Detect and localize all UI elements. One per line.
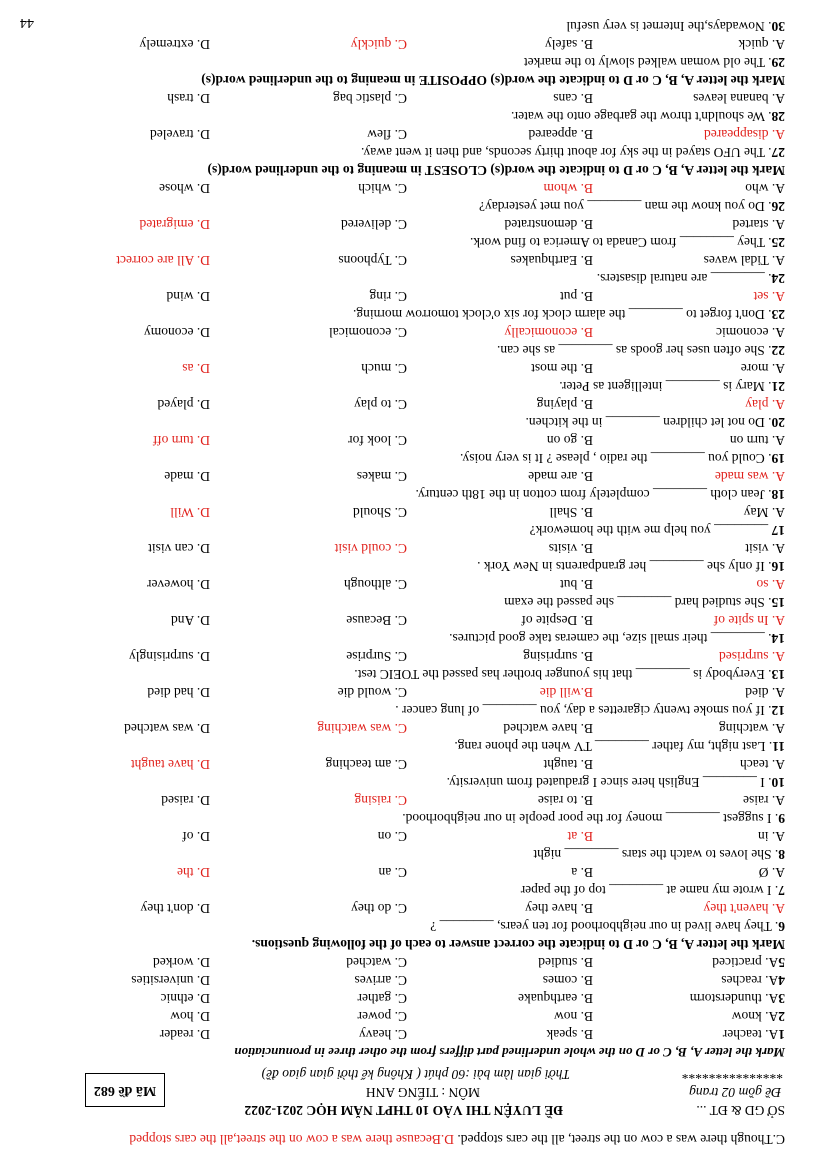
q22-option-a: A. economic bbox=[716, 325, 785, 340]
q22-option-b: B. economically bbox=[504, 325, 593, 340]
q26-option-b: B. whom bbox=[543, 181, 593, 196]
q21-option-d: D. as bbox=[182, 361, 210, 376]
q23-option-c: C. ring bbox=[369, 289, 407, 304]
q9-option-d: D. raised bbox=[161, 793, 210, 808]
prev-answer-line: C.Though there was a cow on the street, all the cars stopped. D.Because there was a cow on the street,all the cars stopped bbox=[129, 1132, 785, 1147]
q22-option-c: C. economical bbox=[329, 325, 407, 340]
q15-option-d: D. however bbox=[147, 577, 210, 592]
q10-option-c: C. am teaching bbox=[325, 757, 407, 772]
question-26-stem: 26. Do you know the man ________ you met yesterday? bbox=[479, 199, 785, 214]
question-25-stem: 25. They ________ from Canada to America to find work. bbox=[469, 235, 785, 250]
q7-option-c: C. an bbox=[378, 865, 407, 880]
question-22-stem: 22. She often uses her goods as ________ as she can. bbox=[497, 343, 785, 358]
q4-option-d: D. universities bbox=[131, 973, 210, 988]
q11-option-c: C. was watching bbox=[317, 721, 407, 736]
instruction-closest: Mark the letter A, B, C or D to indicate the word(s) CLOSEST in meaning to the underlined word(s) bbox=[207, 163, 785, 178]
q8-option-d: D. of bbox=[182, 829, 210, 844]
q7-option-b: B. a bbox=[571, 865, 593, 880]
time-limit: Thời gian làm bài :60 phút ( Không kể thời gian giao đề) bbox=[261, 1067, 570, 1082]
q20-option-d: D. played bbox=[157, 397, 210, 412]
question-3: 3A. thunderstorm bbox=[689, 991, 785, 1006]
question-4: 4A. reaches bbox=[721, 973, 785, 988]
question-21-stem: 21. Mary is ________ intelligent as Peter. bbox=[559, 379, 785, 394]
question-13-stem: 13. Everybody is ________ that his younger brother has passed the TOEIC test. bbox=[354, 667, 785, 682]
instruction-opposite: Mark the letter A, B, C or D to indicate the word(s) OPPOSITE in meaning to the underlined word(s) bbox=[201, 73, 785, 88]
q24-option-d: D. All are correct bbox=[116, 253, 210, 268]
q12-option-a: A. died bbox=[745, 685, 785, 700]
question-9-stem: 9. I suggest ________ money for the poor people in our neighborhood. bbox=[402, 811, 785, 826]
subject: MÔN : TIẾNG ANH bbox=[365, 1085, 480, 1100]
q5-option-c: C. watched bbox=[346, 955, 407, 970]
q12-option-d: D. had died bbox=[147, 685, 210, 700]
question-1: 1A. teacher bbox=[722, 1027, 785, 1042]
question-15-stem: 15. She studied hard ________ she passed the exam bbox=[504, 595, 785, 610]
q26-option-c: C. which bbox=[358, 181, 407, 196]
q29-option-d: D. extremely bbox=[139, 37, 210, 52]
question-11-stem: 11. Last night, my father ________ TV when the phone rang. bbox=[454, 739, 785, 754]
q12-option-b: B.will die bbox=[539, 685, 593, 700]
q27-option-d: D. traveled bbox=[150, 127, 210, 142]
q5-option-d: D. worked bbox=[153, 955, 210, 970]
question-10-stem: 10. I ________ English here since I graduated from university. bbox=[446, 775, 785, 790]
q3-option-d: D. ethnic bbox=[160, 991, 210, 1006]
exam-code: Mã đề 682 bbox=[85, 1073, 165, 1107]
exam-title: ĐỀ LUYỆN THI VÀO 10 THPT NĂM HỌC 2021-2022 bbox=[244, 1103, 563, 1118]
instruction-correct-answer: Mark the letter A, B, C or D to indicate the correct answer to each of the following questions. bbox=[251, 937, 785, 952]
question-24-stem: 24. ________ are natural disasters. bbox=[596, 271, 785, 286]
q10-option-a: A. teach bbox=[740, 757, 785, 772]
q16-option-c: C. could visit bbox=[334, 541, 407, 556]
q14-option-c: C. Because bbox=[346, 613, 407, 628]
q19-option-d: D. turn off bbox=[152, 433, 210, 448]
q2-option-b: B. now bbox=[553, 1009, 593, 1024]
q28-option-b: B. cans bbox=[553, 91, 593, 106]
question-20-stem: 20. Do not let children ________ in the kitchen. bbox=[525, 415, 785, 430]
question-7-stem: 7. I wrote my name at ________ top of the paper bbox=[520, 883, 785, 898]
q22-option-d: D. economy bbox=[144, 325, 210, 340]
q8-option-a: A. in bbox=[758, 829, 785, 844]
q28-option-c: C. plastic bag bbox=[333, 91, 407, 106]
q1-option-c: C. heavy bbox=[359, 1027, 407, 1042]
q20-option-b: B. playing bbox=[536, 397, 593, 412]
q25-option-d: D. emigrated bbox=[139, 217, 210, 232]
q17-option-d: D. Will bbox=[170, 505, 210, 520]
q23-option-d: D. wind bbox=[166, 289, 210, 304]
q13-option-a: A. surprised bbox=[719, 649, 785, 664]
question-23-stem: 23. Don't forget to ________ the alarm clock for six o'clock tomorrow morning. bbox=[352, 307, 785, 322]
question-30-stem: 30. Nowadays,the Internet is very useful bbox=[566, 19, 785, 34]
q4-option-b: B. comes bbox=[542, 973, 593, 988]
question-2: 2A. know bbox=[731, 1009, 785, 1024]
question-28-stem: 28. We shouldn't throw the garbage onto the water. bbox=[510, 109, 785, 124]
page-number: 44 bbox=[20, 15, 34, 30]
q8-option-b: B. at bbox=[567, 829, 593, 844]
question-16-stem: 16. If only she ________ her grandparents in New York . bbox=[477, 559, 785, 574]
stars-divider: *************** bbox=[681, 1067, 783, 1082]
q18-option-b: B. are made bbox=[528, 469, 593, 484]
q2-option-c: C. power bbox=[357, 1009, 407, 1024]
q3-option-c: C. gather bbox=[357, 991, 407, 1006]
question-5: 5A. practiced bbox=[712, 955, 785, 970]
q23-option-a: A. set bbox=[753, 289, 785, 304]
question-12-stem: 12. If you smoke twenty cigarettes a day, you ________ of lung cancer . bbox=[395, 703, 785, 718]
q16-option-d: D. can visit bbox=[148, 541, 210, 556]
q12-option-c: C. would die bbox=[337, 685, 407, 700]
q11-option-a: A. watching bbox=[719, 721, 785, 736]
q24-option-a: A. Tidal waves bbox=[703, 253, 785, 268]
q20-option-c: C. to play bbox=[354, 397, 407, 412]
q3-option-b: B. earthquake bbox=[518, 991, 593, 1006]
q14-option-d: D. And bbox=[170, 613, 210, 628]
q4-option-c: C. arrives bbox=[354, 973, 407, 988]
q7-option-d: D. the bbox=[177, 865, 210, 880]
q25-option-c: C. delivered bbox=[341, 217, 407, 232]
page-count: Đề gồm 02 trang bbox=[689, 1085, 781, 1100]
q27-option-b: B. appeared bbox=[528, 127, 593, 142]
q13-option-d: D. surprisingly bbox=[129, 649, 210, 664]
q27-option-c: C. flew bbox=[367, 127, 407, 142]
q18-option-a: A. was made bbox=[714, 469, 785, 484]
q16-option-b: B. visits bbox=[548, 541, 593, 556]
q26-option-d: D. whose bbox=[159, 181, 210, 196]
q18-option-c: C. makes bbox=[356, 469, 407, 484]
q15-option-b: B. but bbox=[559, 577, 593, 592]
q9-option-b: B. to raise bbox=[537, 793, 593, 808]
question-19-stem: 19. Could you ________ the radio , please ? It is very noisy. bbox=[460, 451, 785, 466]
q26-option-a: A. who bbox=[745, 181, 785, 196]
q16-option-a: A. visit bbox=[745, 541, 785, 556]
q21-option-c: C. much bbox=[361, 361, 407, 376]
q13-option-c: C. Surprise bbox=[346, 649, 407, 664]
q29-option-c: C. quickly bbox=[350, 37, 407, 52]
q21-option-a: A. more bbox=[740, 361, 785, 376]
q17-option-c: C. Should bbox=[352, 505, 407, 520]
q25-option-a: A. started bbox=[732, 217, 785, 232]
q24-option-c: C. Typhoons bbox=[338, 253, 407, 268]
q14-option-a: A. In spite of bbox=[713, 613, 785, 628]
q15-option-c: C. although bbox=[344, 577, 407, 592]
instruction-pronunciation: Mark the letter A, B, C or D on the whole underlined part differs from the other three in pronunciation bbox=[234, 1045, 785, 1060]
q13-option-b: B. surprising bbox=[523, 649, 593, 664]
q11-option-b: B. have watched bbox=[503, 721, 593, 736]
q6-option-b: B. have they bbox=[525, 901, 593, 916]
q14-option-b: B. Despite of bbox=[521, 613, 593, 628]
question-18-stem: 18. Jean cloth ________ completely from cotton in the 18th century. bbox=[415, 487, 785, 502]
q9-option-a: A. raise bbox=[743, 793, 785, 808]
q19-option-c: C. look for bbox=[348, 433, 407, 448]
q17-option-a: A. May bbox=[743, 505, 785, 520]
q28-option-d: D. trash bbox=[167, 91, 210, 106]
q17-option-b: B. Shall bbox=[549, 505, 593, 520]
q18-option-d: D. made bbox=[164, 469, 210, 484]
q10-option-d: D. have taught bbox=[130, 757, 210, 772]
q7-option-a: A. Ø bbox=[758, 865, 785, 880]
q19-option-b: B. go on bbox=[546, 433, 593, 448]
department: SỞ GD & ĐT ... bbox=[696, 1103, 785, 1118]
q5-option-b: B. studied bbox=[538, 955, 593, 970]
q10-option-b: B. taught bbox=[543, 757, 593, 772]
q8-option-c: C. on bbox=[377, 829, 407, 844]
q21-option-b: B. the most bbox=[531, 361, 593, 376]
q29-option-b: B. safely bbox=[545, 37, 593, 52]
q19-option-a: A. turn on bbox=[729, 433, 785, 448]
q29-option-a: A. quick bbox=[738, 37, 785, 52]
q11-option-d: D. was watched bbox=[124, 721, 210, 736]
question-29-stem: 29. The old woman walked slowly to the market bbox=[523, 55, 785, 70]
q9-option-c: C. raising bbox=[354, 793, 407, 808]
q6-option-a: A. haven't they bbox=[703, 901, 785, 916]
q20-option-a: A. play bbox=[745, 397, 785, 412]
question-8-stem: 8. She loves to watch the stars ________ night bbox=[533, 847, 785, 862]
q25-option-b: B. demonstrated bbox=[504, 217, 593, 232]
question-27-stem: 27. The UFO stayed in the sky for about thirty seconds, and then it went away. bbox=[360, 145, 785, 160]
question-17-stem: 17 ________ you help me with the homework? bbox=[529, 523, 785, 538]
q6-option-c: C. do they bbox=[351, 901, 407, 916]
q1-option-b: B. speak bbox=[546, 1027, 593, 1042]
q27-option-a: A. disappeared bbox=[704, 127, 785, 142]
q23-option-b: B. put bbox=[559, 289, 593, 304]
q24-option-b: B. Earthquakes bbox=[510, 253, 593, 268]
q2-option-d: D. how bbox=[170, 1009, 210, 1024]
q1-option-d: D. reader bbox=[159, 1027, 210, 1042]
question-14-stem: 14. ________ their small size, the cameras take good pictures. bbox=[449, 631, 785, 646]
question-6-stem: 6. They have lived in our neighborhood for ten years, ________ ? bbox=[430, 919, 785, 934]
q6-option-d: D. don't they bbox=[140, 901, 210, 916]
q15-option-a: A. so bbox=[756, 577, 785, 592]
q28-option-a: A. banana leaves bbox=[693, 91, 785, 106]
